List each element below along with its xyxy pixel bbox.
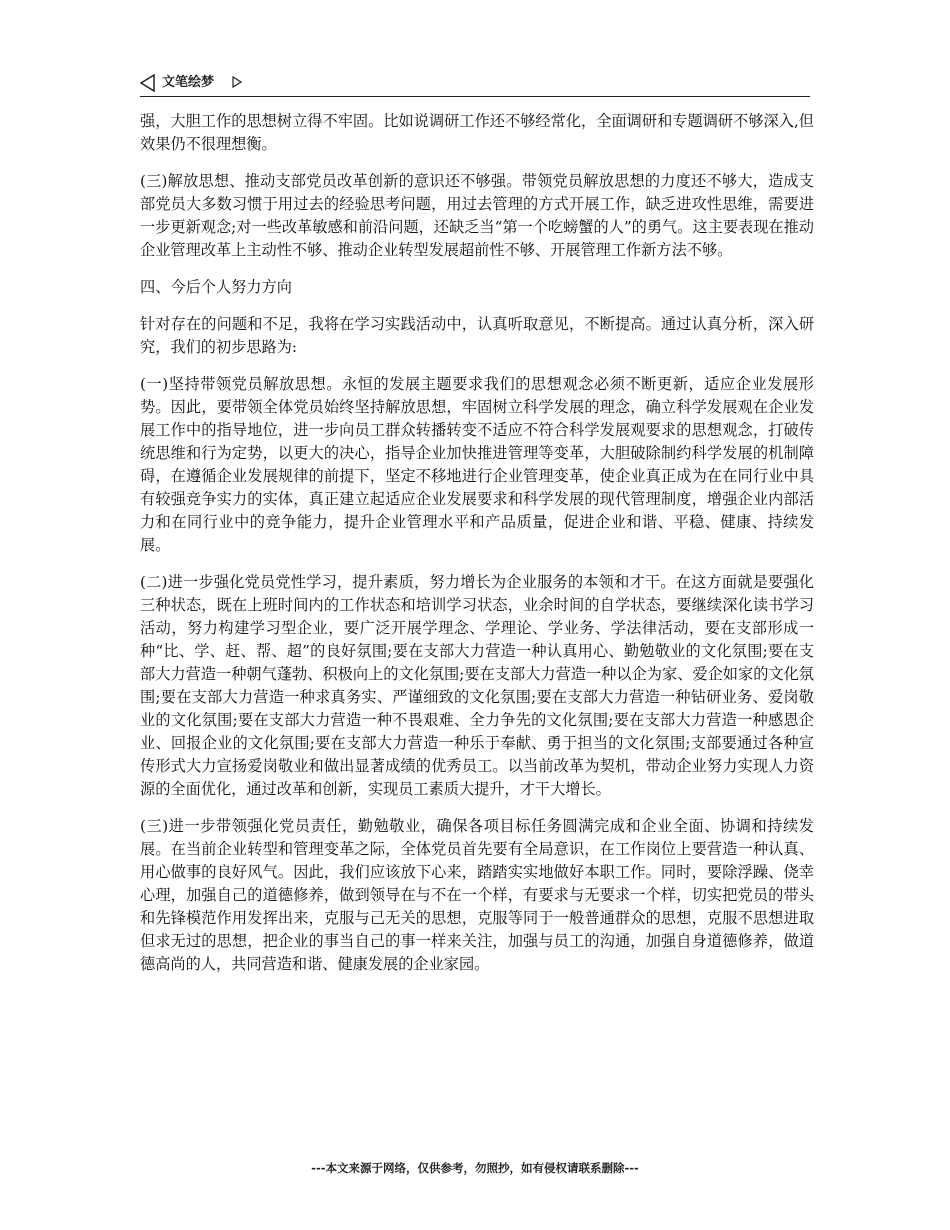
paragraph-continuation: 强，大胆工作的思想树立得不牢固。比如说调研工作还不够经常化，全面调研和专题调研不够深入,但效果仍不很理想衡。 [140,112,814,153]
paragraph-intro: 针对存在的问题和不足，我将在学习实践活动中，认真听取意见，不断提高。通过认真分析，深入研究，我们的初步思路为: [140,315,814,356]
paragraph-point-3-liberate-thinking: (三)解放思想、推动支部党员改革创新的意识还不够强。带领党员解放思想的力度还不够大，造成支部党员大多数习惯于用过去的经验思考问题，用过去管理的方式开展工作，缺乏进攻性思维，需要进一步更新观念;对一些改革敏感和前沿问题，还缺乏当“第一个吃螃蟹的人”的勇气。这主要表现在推动企业管理改革上主动性不够、推动企业转型发展超前性不够、开展管理工作新方法不够。 [140,172,814,259]
paragraph-point-3: (三)进一步带领强化党员责任，勤勉敬业，确保各项目标任务圆满完成和企业全面、协调和持续发展。在当前企业转型和管理变革之际，全体党员首先要有全局意识，在工作岗位上要营造一种认真、用心做事的良好风气。因此，我们应该放下心来，踏踏实实地做好本职工作。同时，要除浮躁、侥幸心理，加强自己的道德修养，做到领导在与不在一个样，有要求与无要求一个样，切实把党员的带头和先锋模范作用发挥出来，克服与己无关的思想，克服等同于一般普通群众的思想，克服不思想进取但求无过的思想，把企业的事当自己的事一样来关注，加强与员工的沟通，加强自身道德修养，做道德高尚的人，共同营造和谐、健康发展的企业家园。 [140,817,814,973]
paragraph-point-1: (一)坚持带领党员解放思想。永恒的发展主题要求我们的思想观念必须不断更新，适应企业发展形势。因此，要带领全体党员始终坚持解放思想，牢固树立科学发展的理念，确立科学发展观在企业发展工作中的指导地位，进一步向员工群众转播转变不适应不符合科学发展观要求的思想观念，打破传统思维和行为定势，以更大的决心，指导企业加快推进管理等变革，大胆破除制约科学发展的机制障碍，在遵循企业发展规律的前提下，坚定不移地进行企业管理变革，使企业真正成为在在同行业中具有较强竞争实力的实体，真正建立起适应企业发展要求和科学发展的现代管理制度，增强企业内部活力和在同行业中的竞争能力，提升企业管理水平和产品质量，促进企业和谐、平稳、健康、持续发展。 [140,375,814,554]
section-heading: 四、今后个人努力方向 [140,278,292,296]
footer-disclaimer: ---本文来源于网络，仅供参考，勿照抄，如有侵权请联系删除--- [311,1161,639,1175]
triangle-left-icon [140,74,156,92]
paragraph-point-2: (二)进一步强化党员党性学习，提升素质，努力增长为企业服务的本领和才干。在这方面就是要强化三种状态，既在上班时间内的工作状态和培训学习状态，业余时间的自学状态，要继续深化读书学习活动，努力构建学习型企业，要广泛开展学理念、学理论、学业务、学法律活动，要在支部形成一种“比、学、赶、帮、超”的良好氛围;要在支部大力营造一种认真用心、勤勉敬业的文化氛围;要在支部大力营造一种朝气蓬勃、积极向上的文化氛围;要在支部大力营造一种以企为家、爱企如家的文化氛围;要在支部大力营造一种求真务实、严谨细致的文化氛围;要在支部大力营造一种钻研业务、爱岗敬业的文化氛围;要在支部大力营造一种不畏艰难、全力争先的文化氛围;要在支部大力营造一种感恩企业、回报企业的文化氛围;要在支部大力营造一种乐于奉献、勇于担当的文化氛围;支部要通过各种宣传形式大力宣扬爱岗敬业和做出显著成绩的优秀员工。以当前改革为契机，带动企业努力实现人力资源的全面优化，通过改革和创新，实现员工素质大提升，才干大增长。 [140,573,814,798]
brand-title: 文笔绘梦 [162,75,215,90]
triangle-right-icon [232,76,242,88]
document-body [140,110,814,990]
page-header [140,72,810,97]
